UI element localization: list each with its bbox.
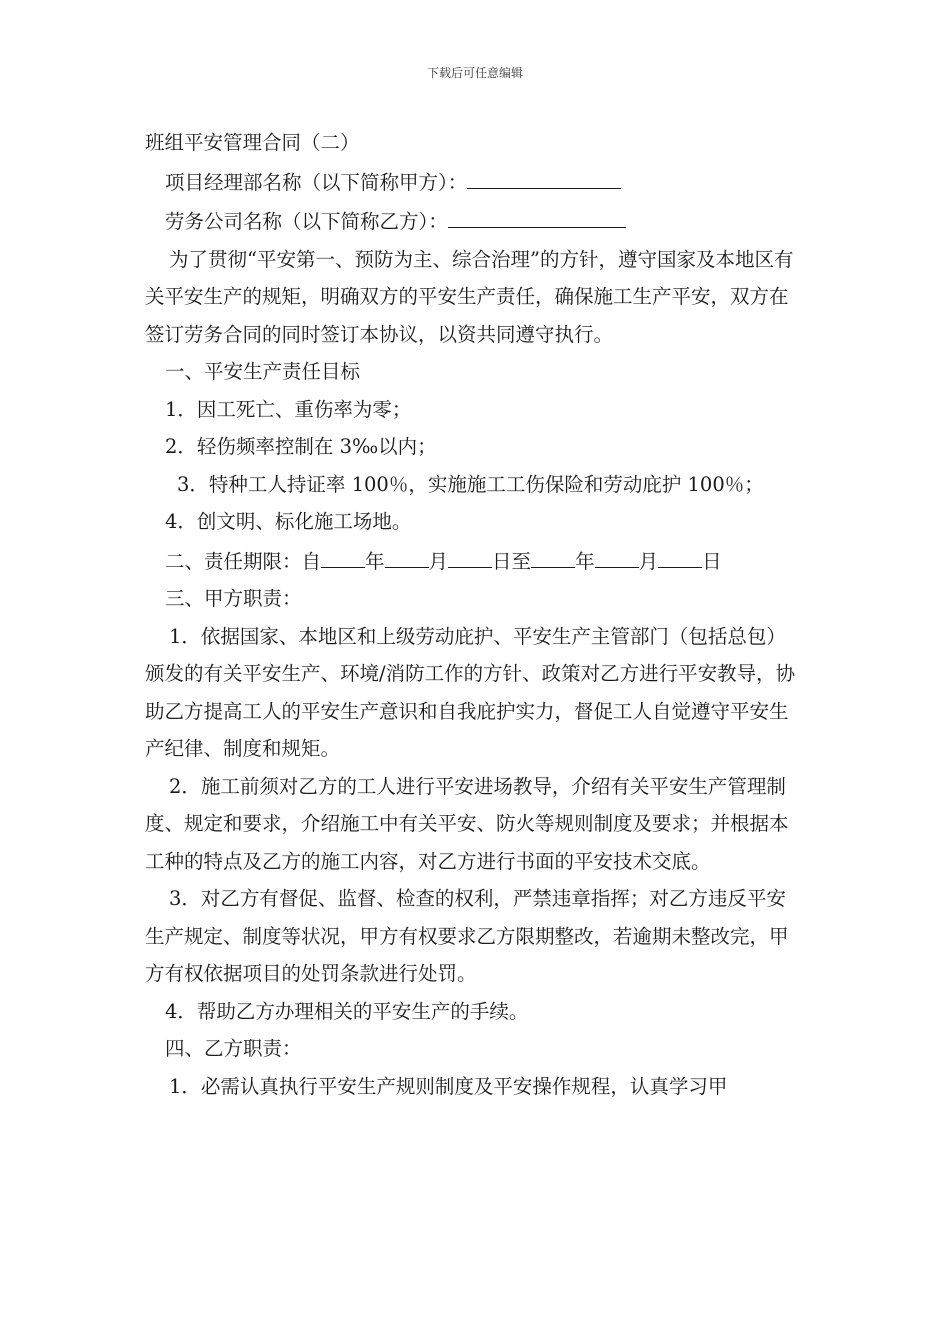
start-month-blank (385, 541, 429, 568)
section-1-title: 一、平安生产责任目标 (165, 360, 361, 383)
end-month-blank (595, 541, 639, 568)
month-label: 月 (638, 549, 659, 573)
end-year-blank (531, 541, 575, 568)
start-day-blank (448, 541, 492, 568)
section-3-item-4: 4．帮助乙方办理相关的平安生产的手续。 (165, 999, 529, 1023)
end-day-blank (658, 541, 702, 568)
section-4-title: 四、乙方职责： (165, 1037, 302, 1060)
section-1-item-2: 2．轻伤频率控制在 3‰以内； (165, 435, 437, 458)
section-1-item-3: 3．特种工人持证率 100％，实施施工工伤保险和劳动庇护 100％； (177, 472, 764, 496)
section-3-item-2: 2．施工前须对乙方的工人进行平安进场教导，介绍有关平安生产管理制度、规定和要求，介绍施工中有关平安、防火等规则制度及要求；并根据本工种的特点及乙方的施工内容，对乙方进行书面的平安技术交底。 (145, 774, 789, 873)
party-b-blank (448, 201, 626, 228)
section-4-item-1: 1．必需认真执行平安生产规则制度及平安操作规程，认真学习甲 (169, 1074, 728, 1098)
page-header: 下载后可任意编辑 (426, 66, 523, 80)
year-label: 年 (365, 549, 385, 573)
section-3-item-1: 1．依据国家、本地区和上级劳动庇护、平安生产主管部门（包括总包）颁发的有关平安生产、环境/消防工作的方针、政策对乙方进行平安教导，协助乙方提高工人的平安生产意识和自我庇护实力，督促工人自觉遵守平安生产纪律、制度和规矩。 (145, 624, 796, 760)
party-a-line (145, 162, 805, 202)
party-b-line (145, 201, 805, 241)
section-2-term-line (145, 541, 805, 581)
start-year-blank (321, 541, 365, 568)
section-1-item-4: 4．创文明、标化施工场地。 (165, 510, 412, 533)
document-title: 班组平安管理合同（二） (145, 131, 360, 154)
term-prefix: 二、责任期限：自 (165, 549, 322, 573)
year-label: 年 (575, 549, 595, 573)
intro-paragraph: 为了贯彻“平安第一、预防为主、综合治理”的方针，遵守国家及本地区有关平安生产的规矩，明确双方的平安生产责任，确保施工生产平安，双方在签订劳务合同的同时签订本协议，以资共同遵守执行。 (145, 247, 794, 346)
party-b-label: 劳务公司名称（以下简称乙方）： (165, 210, 448, 233)
party-a-label: 项目经理部名称（以下简称甲方）： (165, 170, 468, 194)
month-label: 月 (428, 549, 449, 573)
section-3-title: 三、甲方职责： (165, 587, 302, 610)
day-label: 日 (702, 549, 722, 573)
day-to-label: 日至 (492, 549, 532, 573)
party-a-blank (467, 162, 621, 189)
section-3-item-3: 3．对乙方有督促、监督、检查的权利，严禁违章指挥；对乙方违反平安生产规定、制度等状况，甲方有权要求乙方限期整改，若逾期未整改完，甲方有权依据项目的处罚条款进行处罚。 (145, 887, 789, 985)
section-1-item-1: 1．因工死亡、重伤率为零； (165, 397, 412, 421)
document-body (145, 124, 805, 1105)
